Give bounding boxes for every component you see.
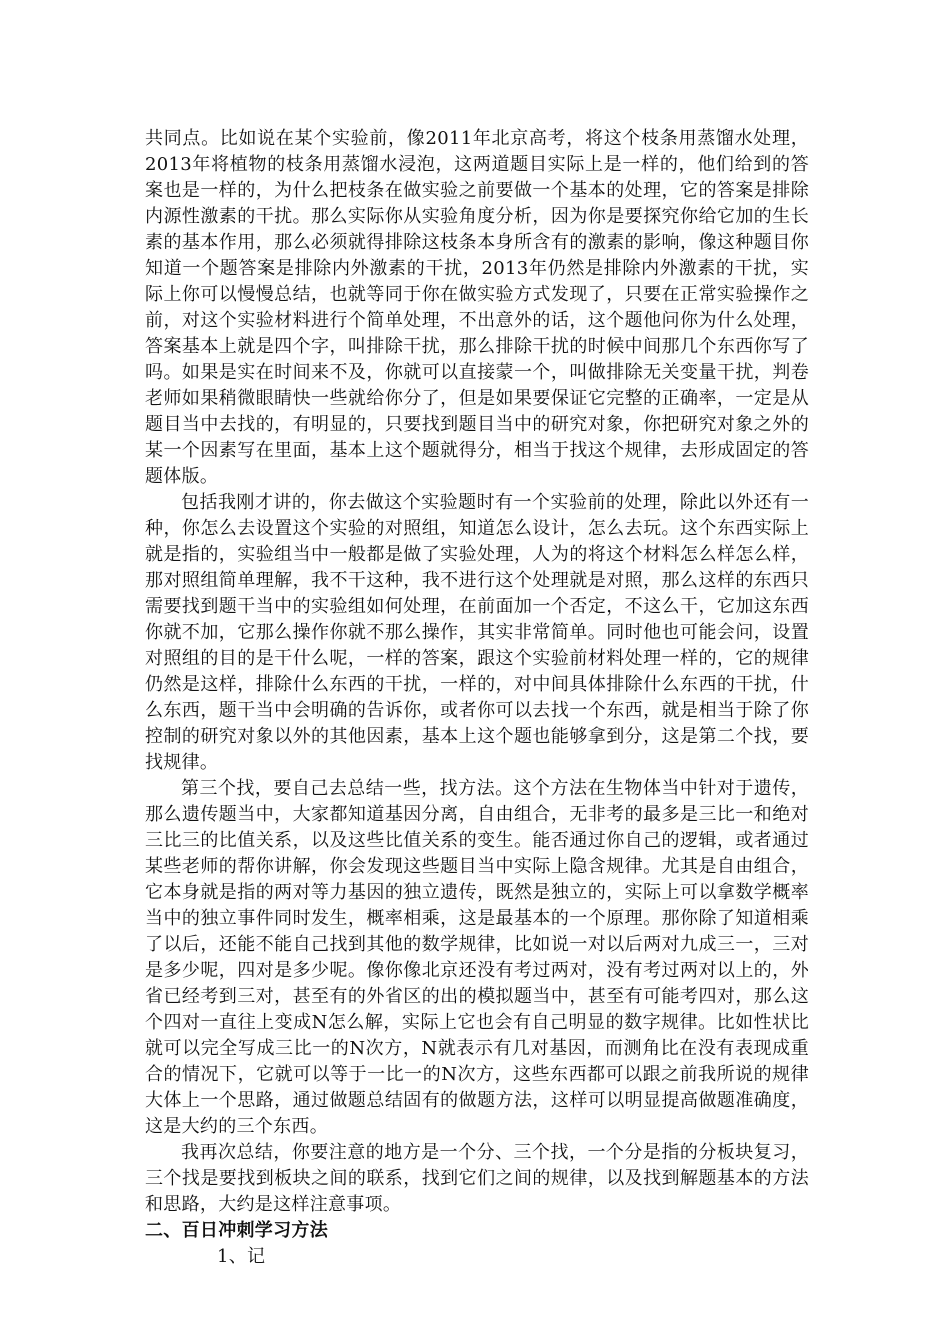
paragraph-2: 包括我刚才讲的，你去做这个实验题时有一个实验前的处理，除此以外还有一种，你怎么去设置这个实验的对照组，知道怎么设计，怎么去玩。这个东西实际上就是指的，实验组当中一般都是做了实验处理，人为的将这个材料怎么样怎么样，那对照组简单理解，我不干这种，我不进行这个处理就是对照，那么这样的东西只需要找到题干当中的实验组如何处理，在前面加一个否定，不这么干，它加这东西你就不加，它那么操作你就不那么操作，其实非常简单。同时他也可能会问，设置对照组的目的是干什么呢，一样的答案，跟这个实验前材料处理一样的，它的规律仍然是这样，排除什么东西的干扰，一样的，对中间具体排除什么东西的干扰，什么东西，题干当中会明确的告诉你，或者你可以去找一个东西，就是相当于除了你控制的研究对象以外的其他因素，基本上这个题也能够拿到分，这是第二个找，要找规律。 [145,492,809,773]
section-heading: 二、百日冲刺学习方法 [145,1220,328,1241]
paragraph-1: 共同点。比如说在某个实验前，像2011年北京高考，将这个枝条用蒸馏水处理，2013年将植物的枝条用蒸馏水浸泡，这两道题目实际上是一样的，他们给到的答案也是一样的，为什么把枝条在做实验之前要做一个基本的处理，它的答案是排除内源性激素的干扰。那么实际你从实验角度分析，因为你是要探究你给它加的生长素的基本作用，那么必须就得排除这枝条本身所含有的激素的影响，像这种题目你知道一个题答案是排除内外激素的干扰，2013年仍然是排除内外激素的干扰，实际上你可以慢慢总结，也就等同于你在做实验方式发现了，只要在正常实验操作之前，对这个实验材料进行个简单处理，不出意外的话，这个题他问你为什么处理，答案基本上就是四个字，叫排除干扰，那么排除干扰的时候中间那几个东西你写了吗。如果是实在时间来不及，你就可以直接蒙一个，叫做排除无关变量干扰，判卷老师如果稍微眼睛快一些就给你分了，但是如果要保证它完整的正确率，一定是从题目当中去找的，有明显的，只要找到题目当中的研究对象，你把研究对象之外的某一个因素写在里面，基本上这个题就得分，相当于找这个规律，去形成固定的答题体版。 [145,128,809,487]
subsection-heading: 1、记 [217,1246,266,1267]
paragraph-4: 我再次总结，你要注意的地方是一个分、三个找，一个分是指的分板块复习，三个找是要找到板块之间的联系，找到它们之间的规律，以及找到解题基本的方法和思路，大约是这样注意事项。 [145,1142,809,1215]
paragraph-3: 第三个找，要自己去总结一些，找方法。这个方法在生物体当中针对于遗传，那么遗传题当中，大家都知道基因分离，自由组合，无非考的最多是三比一和绝对三比三的比值关系，以及这些比值关系的变生。能否通过你自己的逻辑，或者通过某些老师的帮你讲解，你会发现这些题目当中实际上隐含规律。尤其是自由组合，它本身就是指的两对等力基因的独立遗传，既然是独立的，实际上可以拿数学概率当中的独立事件同时发生，概率相乘，这是最基本的一个原理。那你除了知道相乘了以后，还能不能自己找到其他的数学规律，比如说一对以后两对九成三一，三对是多少呢，四对是多少呢。像你像北京还没有考过两对，没有考过两对以上的，外省已经考到三对，甚至有的外省区的出的模拟题当中，甚至有可能考四对，那么这个四对一直往上变成N怎么解，实际上它也会有自己明显的数字规律。比如性状比就可以完全写成三比一的N次方，N就表示有几对基因，而测角比在没有表现成重合的情况下，它就可以等于一比一的N次方，这些东西都可以跟之前我所说的规律大体上一个思路，通过做题总结固有的做题方法，这样可以明显提高做题准确度，这是大约的三个东西。 [145,778,809,1137]
document-page [145,126,809,1270]
